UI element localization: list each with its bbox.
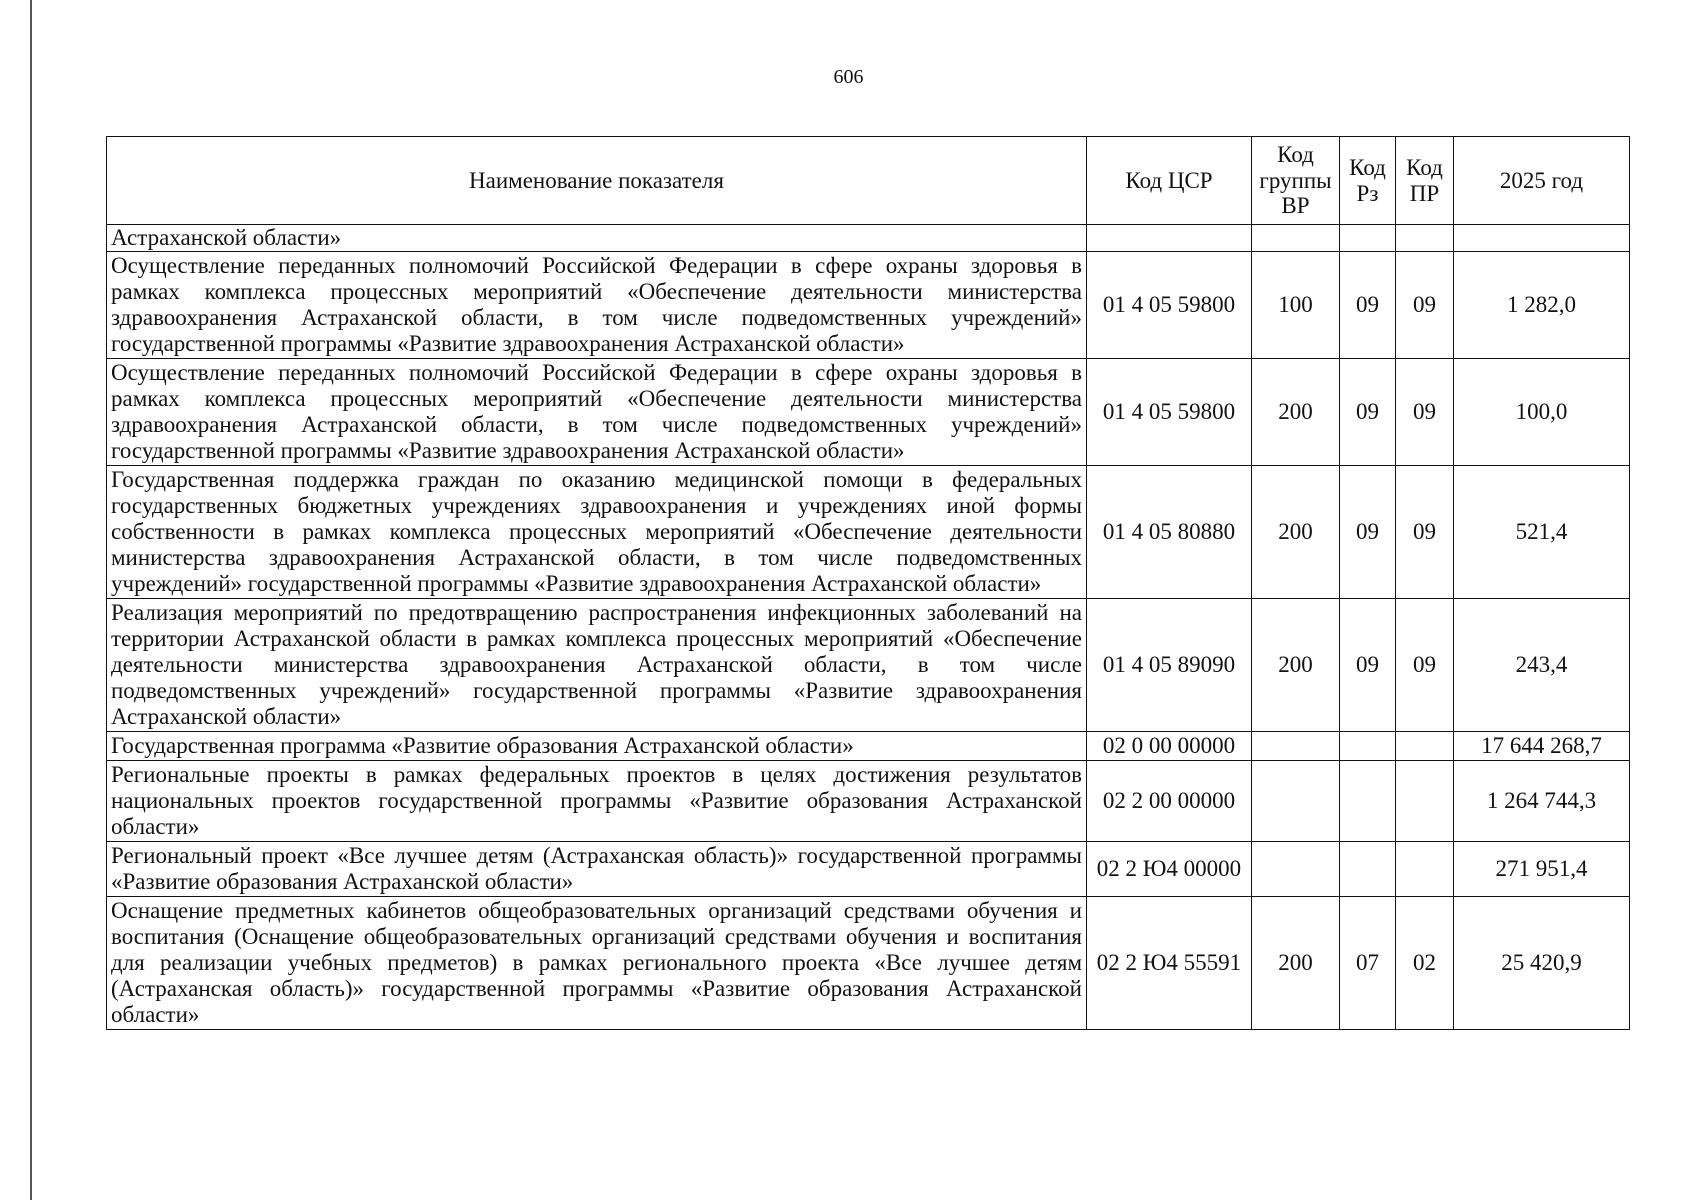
page-binding-line [30,0,32,1200]
row-rz-code: 07 [1340,896,1396,1029]
table-row [107,465,1630,598]
row-rz-code: 09 [1340,251,1396,358]
row-vr-code: 200 [1252,598,1340,731]
row-pr-code [1396,225,1454,252]
row-rz-code: 09 [1340,465,1396,598]
row-csr-code: 01 4 05 89090 [1087,598,1252,731]
row-csr-code [1087,225,1252,252]
table-header-row [107,137,1630,225]
row-name: Осуществление переданных полномочий Российской Федерации в сфере охраны здоровья в рамках комплекса процессных мероприятий «Обеспечение деятельности министерства здравоохранения Астраханской области, в том числе подведомственных учреждений» государственной программы «Развитие здравоохранения Астраханской области» [107,358,1087,465]
row-vr-code [1252,225,1340,252]
row-pr-code [1396,760,1454,841]
table-row [107,841,1630,896]
row-csr-code: 01 4 05 59800 [1087,251,1252,358]
row-csr-code: 02 2 Ю4 00000 [1087,841,1252,896]
row-vr-code [1252,841,1340,896]
row-csr-code: 02 2 00 00000 [1087,760,1252,841]
row-pr-code [1396,841,1454,896]
row-amount: 1 264 744,3 [1454,760,1630,841]
row-rz-code [1340,841,1396,896]
row-amount [1454,225,1630,252]
row-pr-code: 09 [1396,598,1454,731]
row-name: Осуществление переданных полномочий Российской Федерации в сфере охраны здоровья в рамках комплекса процессных мероприятий «Обеспечение деятельности министерства здравоохранения Астраханской области, в том числе подведомственных учреждений» государственной программы «Развитие здравоохранения Астраханской области» [107,251,1087,358]
header-vr-code: Код группы ВР [1252,137,1340,225]
row-csr-code: 02 2 Ю4 55591 [1087,896,1252,1029]
row-rz-code [1340,760,1396,841]
table-row [107,225,1630,252]
row-name: Региональный проект «Все лучшее детям (Астраханская область)» государственной программы «Развитие образования Астраханской области» [107,841,1087,896]
row-vr-code: 100 [1252,251,1340,358]
row-pr-code: 09 [1396,465,1454,598]
budget-table [106,136,1630,1030]
row-csr-code: 01 4 05 59800 [1087,358,1252,465]
row-amount: 100,0 [1454,358,1630,465]
table-row [107,251,1630,358]
row-rz-code: 09 [1340,598,1396,731]
row-vr-code: 200 [1252,896,1340,1029]
row-pr-code: 02 [1396,896,1454,1029]
table-row [107,358,1630,465]
row-pr-code [1396,731,1454,760]
row-rz-code [1340,225,1396,252]
table-row [107,731,1630,760]
row-name: Государственная поддержка граждан по оказанию медицинской помощи в федеральных государственных бюджетных учреждениях здравоохранения и учреждениях иной формы собственности в рамках комплекса процессных мероприятий «Обеспечение деятельности министерства здравоохранения Астраханской области, в том числе подведомственных учреждений» государственной программы «Развитие здравоохранения Астраханской области» [107,465,1087,598]
header-name: Наименование показателя [107,137,1087,225]
row-name: Региональные проекты в рамках федеральных проектов в целях достижения результатов национальных проектов государственной программы «Развитие образования Астраханской области» [107,760,1087,841]
row-name: Государственная программа «Развитие образования Астраханской области» [107,731,1087,760]
table-row [107,760,1630,841]
header-year: 2025 год [1454,137,1630,225]
row-amount: 1 282,0 [1454,251,1630,358]
row-amount: 521,4 [1454,465,1630,598]
row-amount: 243,4 [1454,598,1630,731]
row-csr-code: 01 4 05 80880 [1087,465,1252,598]
row-vr-code: 200 [1252,358,1340,465]
row-amount: 17 644 268,7 [1454,731,1630,760]
row-pr-code: 09 [1396,358,1454,465]
row-vr-code [1252,731,1340,760]
row-rz-code [1340,731,1396,760]
row-amount: 271 951,4 [1454,841,1630,896]
table-row [107,896,1630,1029]
header-csr-code: Код ЦСР [1087,137,1252,225]
row-name: Реализация мероприятий по предотвращению распространения инфекционных заболеваний на территории Астраханской области в рамках комплекса процессных мероприятий «Обеспечение деятельности министерства здравоохранения Астраханской области, в том числе подведомственных учреждений» государственной программы «Развитие здравоохранения Астраханской области» [107,598,1087,731]
row-rz-code: 09 [1340,358,1396,465]
row-vr-code: 200 [1252,465,1340,598]
table-row [107,598,1630,731]
row-amount: 25 420,9 [1454,896,1630,1029]
row-csr-code: 02 0 00 00000 [1087,731,1252,760]
page-number: 606 [833,66,864,88]
header-rz-code: Код Рз [1340,137,1396,225]
row-name: Оснащение предметных кабинетов общеобразовательных организаций средствами обучения и воспитания (Оснащение общеобразовательных организаций средствами обучения и воспитания для реализации учебных предметов) в рамках регионального проекта «Все лучшее детям (Астраханская область)» государственной программы «Развитие образования Астраханской области» [107,896,1087,1029]
row-vr-code [1252,760,1340,841]
header-pr-code: Код ПР [1396,137,1454,225]
row-name: Астраханской области» [107,225,1087,252]
row-pr-code: 09 [1396,251,1454,358]
